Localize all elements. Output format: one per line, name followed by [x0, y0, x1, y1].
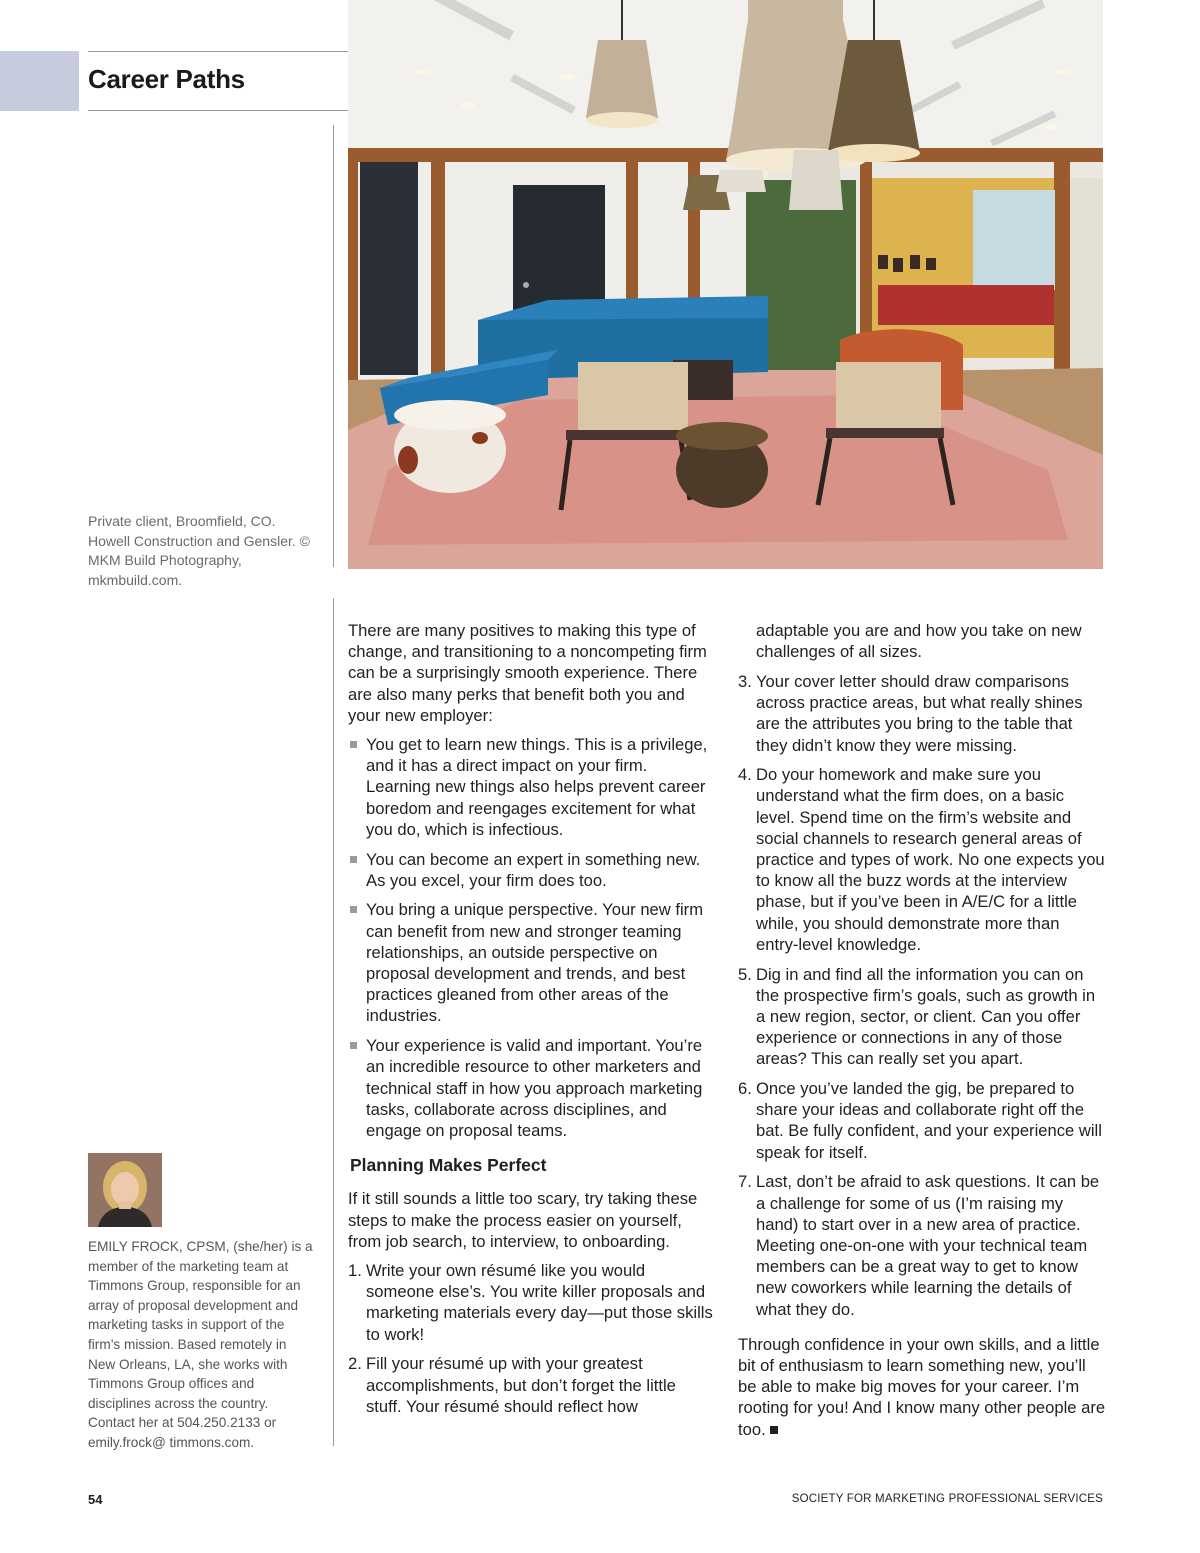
list-item: Your experience is valid and important. You’re an incredible resource to other marketers and technical staff in how you approach marketing tasks, collaborate across disciplines, and engage on proposal teams. — [348, 1035, 716, 1141]
step-text: Write your own résumé like you would someone else’s. You write killer proposals and marketing materials every day—put those skills to work! — [366, 1260, 713, 1344]
step-number: 6. — [738, 1079, 752, 1099]
list-item: You can become an expert in something new. As you excel, your firm does too. — [348, 849, 716, 891]
section-tab-marker — [0, 51, 79, 111]
closing-text: Through confidence in your own skills, and a little bit of enthusiasm to learn something new, you’ll be able to make big moves for your career. I’m rooting for you! And I know many other people are too. — [738, 1334, 1106, 1439]
sidebar-divider — [333, 125, 334, 567]
step-2-continued: adaptable you are and how you take on new challenges of all sizes. — [756, 621, 1082, 662]
sidebar-divider-lower — [333, 598, 334, 1446]
step-number: 1. — [348, 1260, 362, 1280]
step-number: 4. — [738, 765, 752, 785]
lounge-photo — [348, 0, 1103, 569]
step-text: Once you’ve landed the gig, be prepared to share your ideas and collaborate right off the bat. Be fully confident, and your experience will speak for itself. — [756, 1079, 1102, 1162]
closing-paragraph — [738, 1334, 1106, 1440]
step-text: Do your homework and make sure you understand what the firm does, on a basic level. Spend time on the firm’s website and social channels to research general areas of practice and types of work. No one expects you to know all the buzz words at the interview phase, but if you’ve been in A/E/C for a little while, you should demonstrate more than entry-level knowledge. — [756, 765, 1105, 954]
step-number: 2. — [348, 1354, 362, 1374]
photo-caption: Private client, Broomfield, CO. Howell Construction and Gensler. © MKM Build Photography, mkmbuild.com. — [88, 513, 310, 588]
step-number: 5. — [738, 964, 752, 984]
list-item — [738, 671, 1106, 756]
steps-intro-paragraph: If it still sounds a little too scary, try taking these steps to make the process easier on yourself, from job search, to interview, to onboarding. — [348, 1189, 698, 1251]
section-title: Career Paths — [88, 64, 245, 94]
step-number: 7. — [738, 1172, 752, 1192]
article-column-right — [738, 620, 1106, 1448]
steps-list-continued — [738, 671, 1106, 1320]
list-item — [738, 1171, 1106, 1319]
list-item — [348, 1260, 716, 1345]
list-item — [348, 1353, 716, 1417]
page-number: 54 — [88, 1492, 103, 1507]
step-text: Fill your résumé up with your greatest accomplishments, but don’t forget the little stuff. Your résumé should reflect how — [366, 1354, 676, 1416]
step-number: 3. — [738, 671, 752, 691]
publication-name: SOCIETY FOR MARKETING PROFESSIONAL SERVICES — [791, 1493, 1103, 1505]
step-text: Dig in and find all the information you can on the prospective firm’s goals, such as growth in a new region, sector, or client. Can you offer experience or connections in any of those areas? This can really set you apart. — [756, 964, 1096, 1069]
intro-paragraph: There are many positives to making this type of change, and transitioning to a noncompeting firm can be a surprisingly smooth experience. There are also many perks that benefit both you and your new employer: — [348, 621, 707, 725]
author-headshot — [88, 1153, 162, 1227]
steps-list — [348, 1260, 716, 1417]
subheading: Planning Makes Perfect — [350, 1155, 547, 1176]
list-item — [738, 1078, 1106, 1163]
title-rule-bottom — [88, 110, 348, 111]
list-item: You get to learn new things. This is a privilege, and it has a direct impact on your firm. Learning new things also helps prevent career boredom and reengages excitement for what you do, which is infectious. — [348, 734, 716, 840]
article-column-left — [348, 620, 716, 1425]
list-item — [738, 764, 1106, 955]
step-text: Your cover letter should draw comparisons across practice areas, but what really shines are the attributes you bring to the table that they didn’t know they were missing. — [756, 671, 1083, 755]
perks-list — [348, 734, 716, 1141]
end-of-article-mark — [770, 1426, 778, 1434]
step-text: Last, don’t be afraid to ask questions. It can be a challenge for some of us (I’m raising my hand) to start over in a new area of practice. Meeting one-on-one with your technical team members can be a great way to get to know new coworkers while learning the details of what they do. — [756, 1172, 1100, 1319]
list-item — [738, 964, 1106, 1070]
author-bio: EMILY FROCK, CPSM, (she/her) is a member of the marketing team at Timmons Group, responsible for an array of proposal development and marketing tasks in support of the firm’s mission. Based remotely in New Orleans, LA, she works with Timmons Group offices and disciplines across the country. Contact her at 504.250.2133 or emily.frock@ timmons.com. — [88, 1239, 313, 1450]
title-rule-top — [88, 51, 348, 52]
list-item: You bring a unique perspective. Your new firm can benefit from new and stronger teaming relationships, an outside perspective on proposal development and trends, and best practices gleaned from other areas of the industries. — [348, 899, 716, 1026]
